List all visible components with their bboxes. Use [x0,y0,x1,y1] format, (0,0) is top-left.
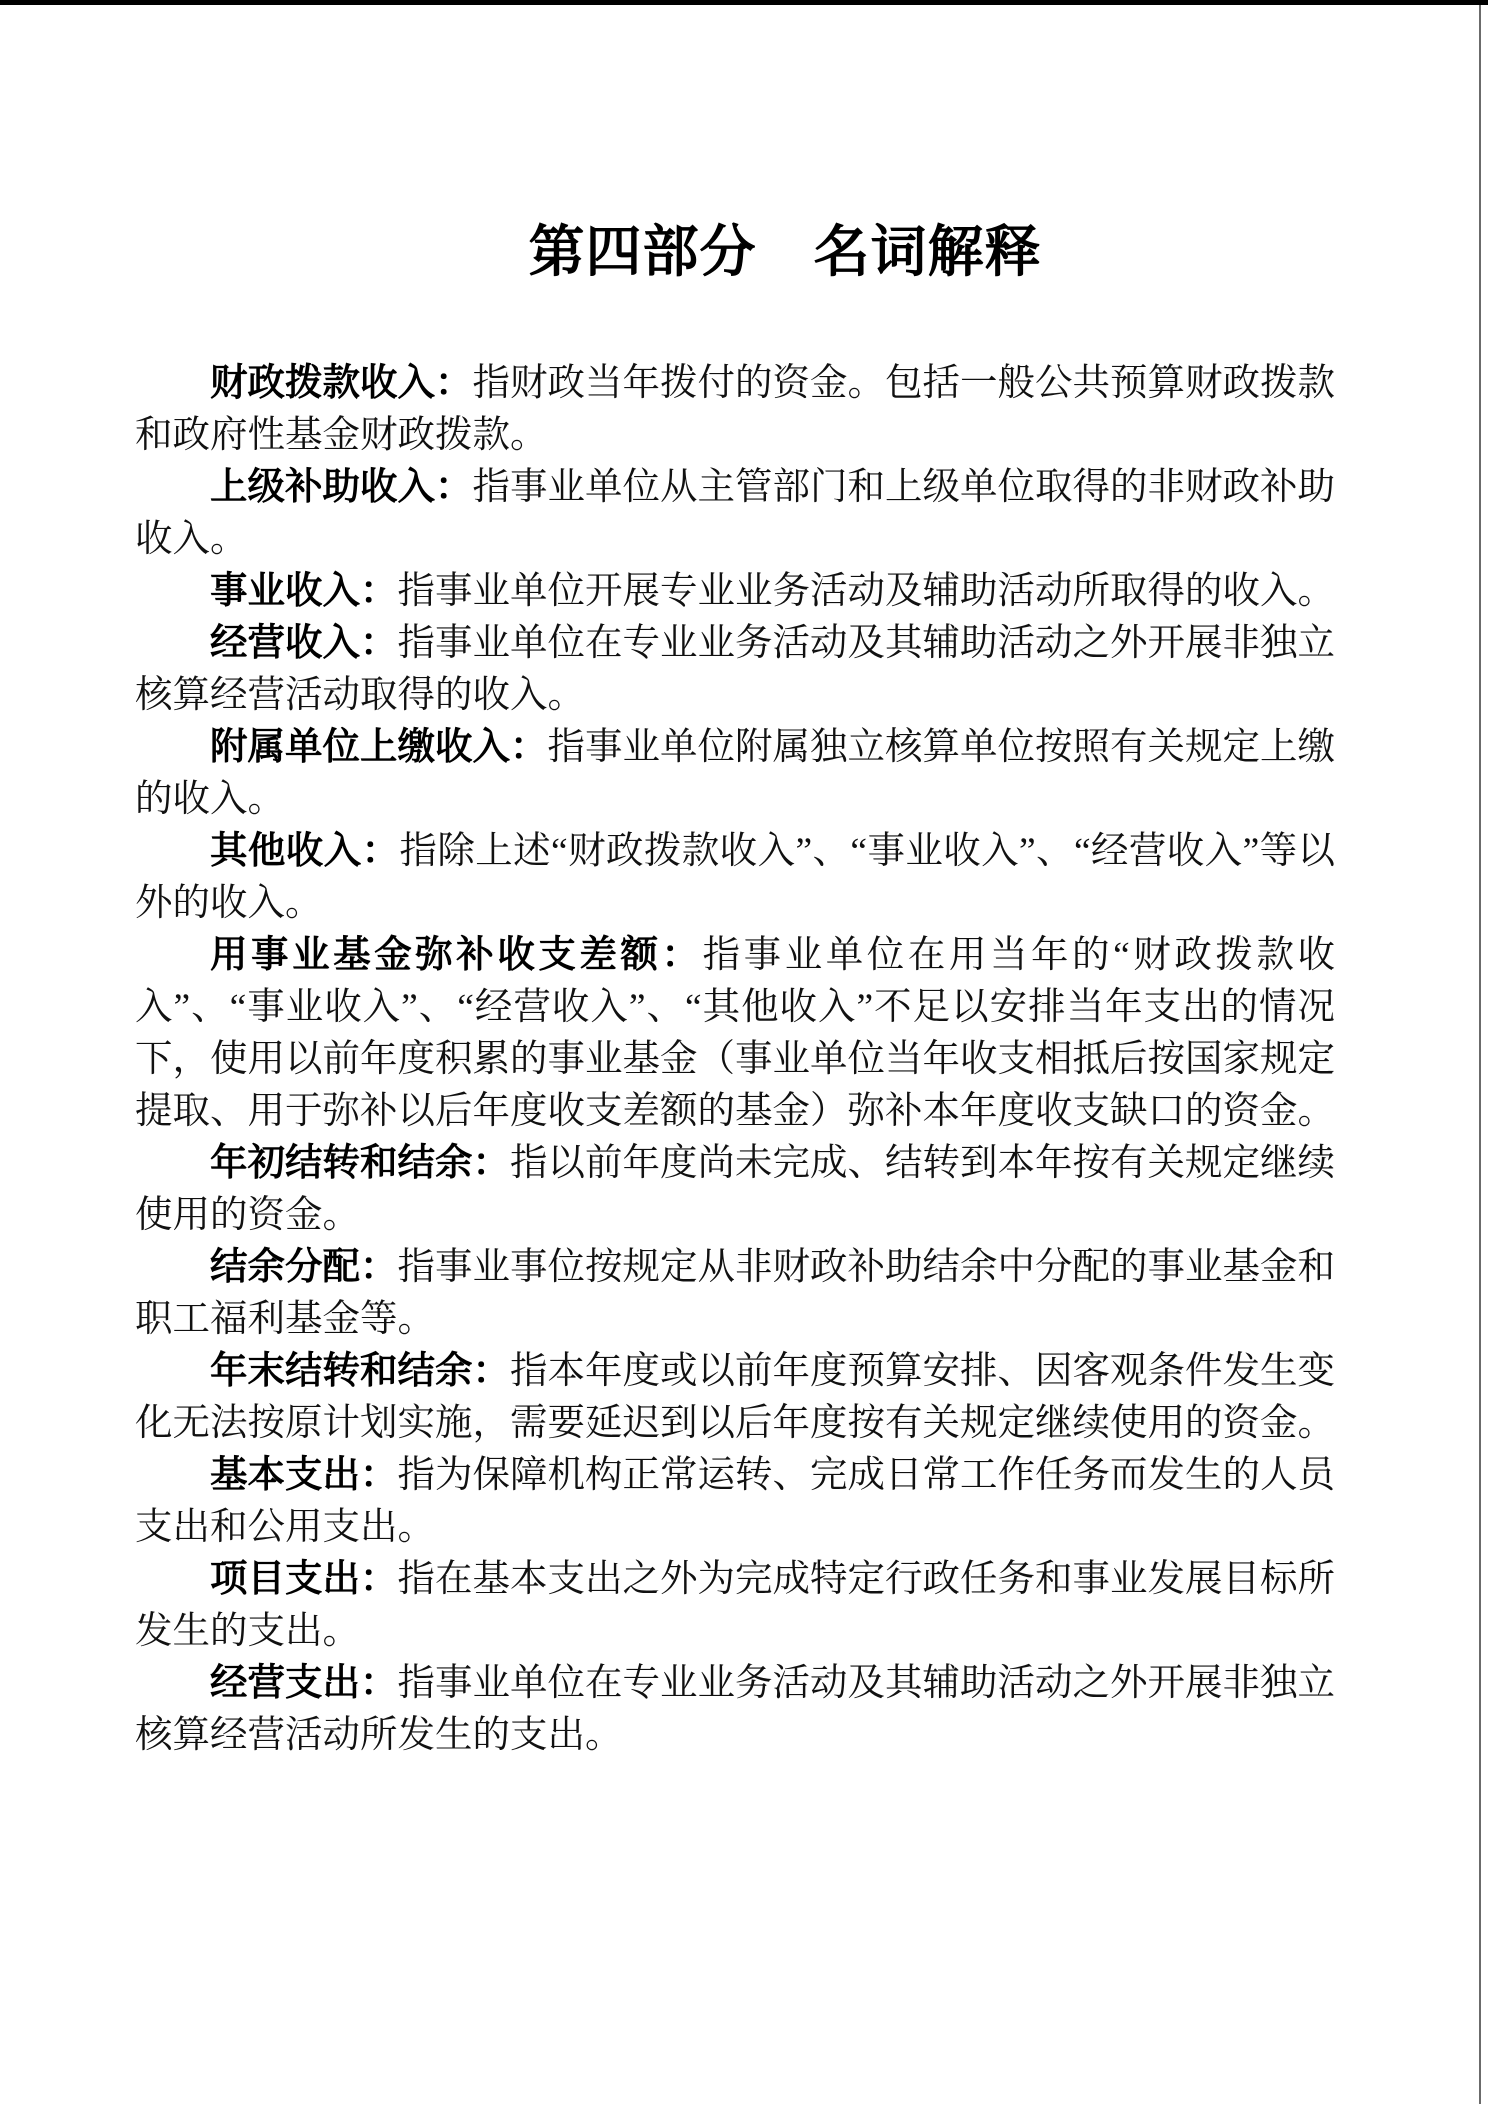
definition-text: 指事业单位从主管部门和上级单位取得的非财政补助收入。 [135,467,1335,560]
scan-edge-right [1479,5,1481,2104]
definition-paragraph [135,1138,1335,1242]
definition-text: 指除上述“财政拨款收入”、“事业收入”、“经营收入”等以外的收入。 [135,831,1336,924]
definition-paragraph [135,1346,1335,1450]
definition-paragraph [135,462,1335,566]
definition-term: 其他收入： [210,831,400,872]
definition-text: 指以前年度尚未完成、结转到本年按有关规定继续使用的资金。 [135,1143,1335,1236]
definition-text: 指财政当年拨付的资金。包括一般公共预算财政拨款和政府性基金财政拨款。 [135,363,1335,456]
definition-term: 财政拨款收入： [210,363,473,404]
definition-text: 指事业单位在用当年的“财政拨款收入”、“事业收入”、“经营收入”、“其他收入”不足以安排当年支出的情况下，使用以前年度积累的事业基金（事业单位当年收支相抵后按国家规定提取、用于弥补以后年度收支差额的基金）弥补本年度收支缺口的资金。 [135,935,1335,1132]
definition-term: 上级补助收入： [210,467,473,508]
definition-text: 指事业单位附属独立核算单位按照有关规定上缴的收入。 [135,727,1335,820]
definition-term: 年末结转和结余： [210,1351,510,1392]
definition-term: 项目支出： [210,1559,398,1600]
definition-paragraph [135,826,1335,930]
definition-term: 年初结转和结余： [210,1143,510,1184]
definition-paragraph [135,358,1335,462]
definition-paragraph [135,930,1335,1138]
definition-text: 指事业单位在专业业务活动及其辅助活动之外开展非独立核算经营活动所发生的支出。 [135,1663,1335,1756]
definition-paragraph [135,1450,1335,1554]
definition-paragraph [135,566,1335,618]
definition-text: 指事业事位按规定从非财政补助结余中分配的事业基金和职工福利基金等。 [135,1247,1335,1340]
definition-term: 事业收入： [210,571,398,612]
definition-paragraph [135,722,1335,826]
definition-text: 指在基本支出之外为完成特定行政任务和事业发展目标所发生的支出。 [135,1559,1335,1652]
definition-term: 用事业基金弥补收支差额： [210,935,703,976]
definition-text: 指事业单位开展专业业务活动及辅助活动所取得的收入。 [397,571,1335,612]
document-content [135,0,1335,1762]
definition-term: 基本支出： [210,1455,398,1496]
definition-text: 指为保障机构正常运转、完成日常工作任务而发生的人员支出和公用支出。 [135,1455,1335,1548]
definition-text: 指本年度或以前年度预算安排、因客观条件发生变化无法按原计划实施，需要延迟到以后年度按有关规定继续使用的资金。 [135,1351,1335,1444]
definitions-list [135,358,1335,1762]
definition-paragraph [135,1242,1335,1346]
definition-term: 经营支出： [210,1663,398,1704]
definition-paragraph [135,618,1335,722]
definition-term: 经营收入： [210,623,398,664]
definition-paragraph [135,1658,1335,1762]
definition-text: 指事业单位在专业业务活动及其辅助活动之外开展非独立核算经营活动取得的收入。 [135,623,1335,716]
definition-paragraph [135,1554,1335,1658]
definition-term: 附属单位上缴收入： [210,727,548,768]
page-title: 第四部分 名词解释 [528,222,1042,284]
definition-term: 结余分配： [210,1247,398,1288]
